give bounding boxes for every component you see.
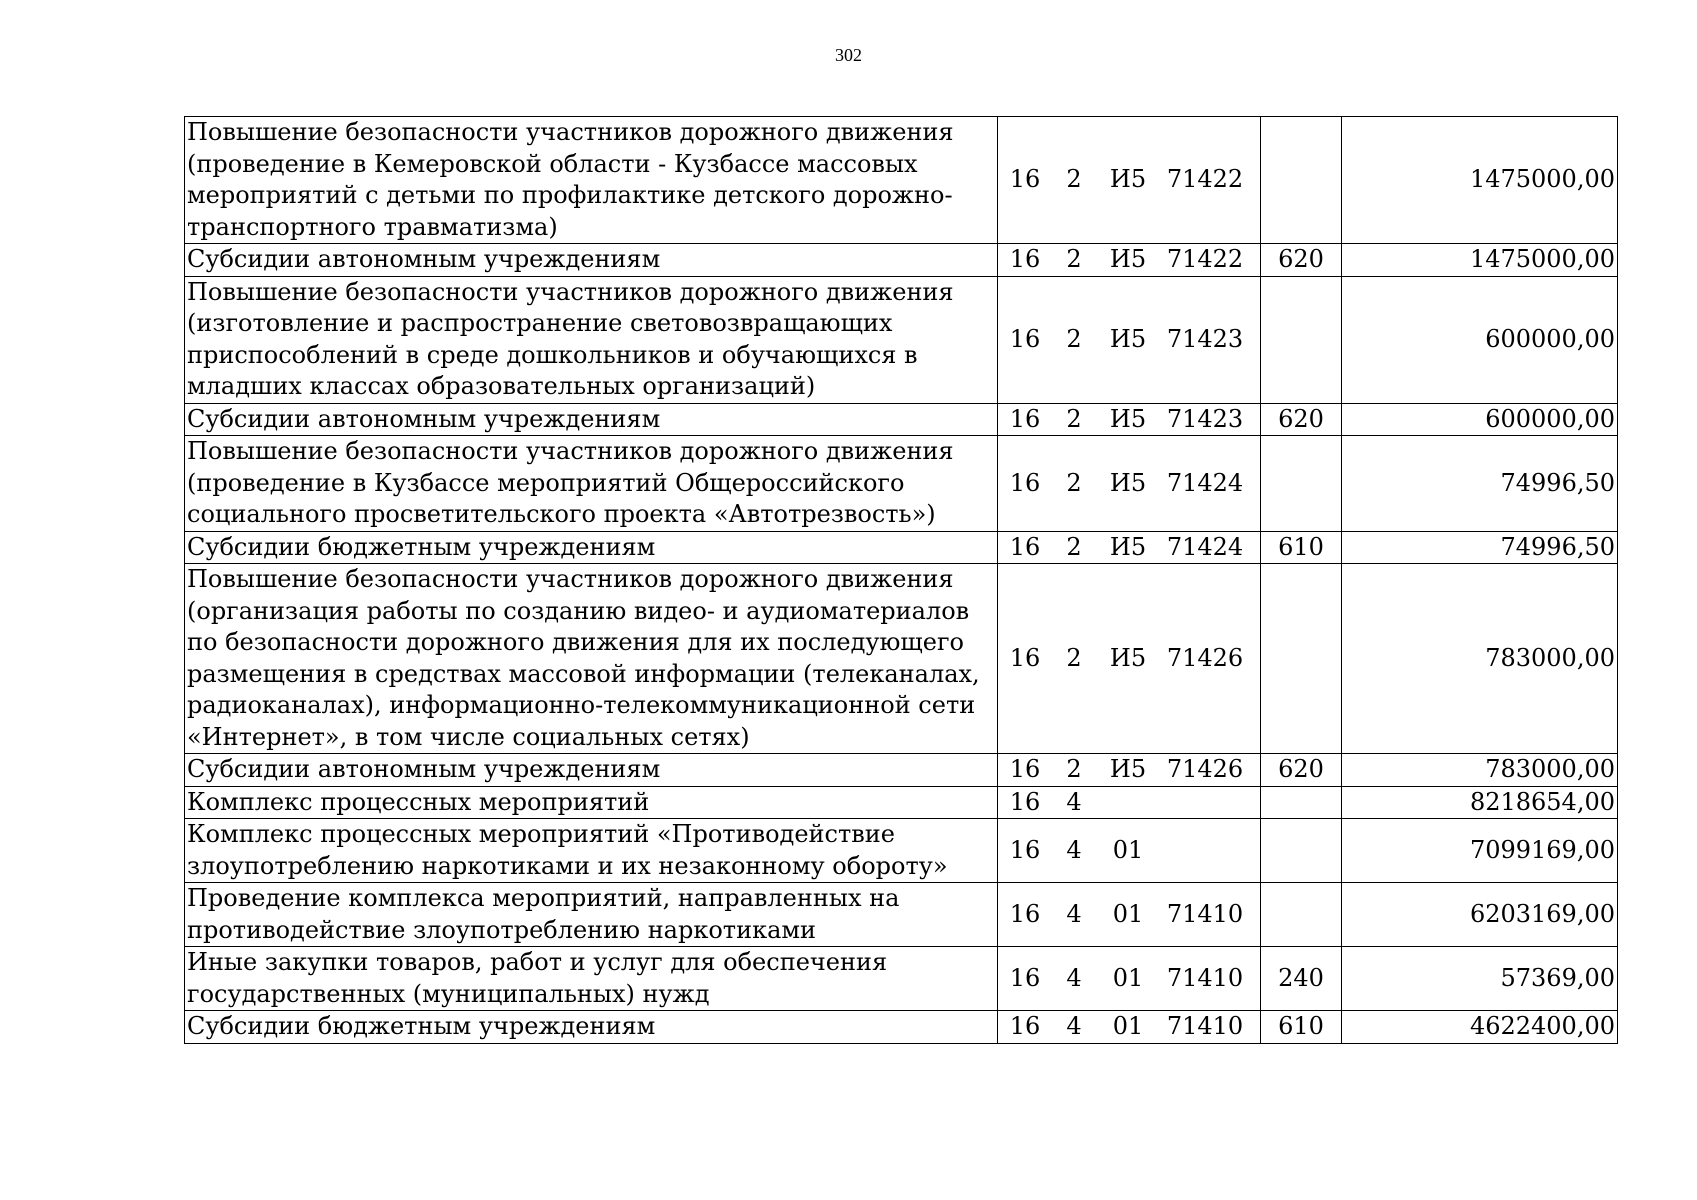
target-article-code xyxy=(998,643,1260,675)
program-code: 16 xyxy=(1009,899,1041,928)
table-row xyxy=(185,244,1618,277)
section-code: И5 xyxy=(1109,468,1147,497)
amount-cell: 7099169,00 xyxy=(1342,819,1618,883)
direction-code: 71410 xyxy=(1166,899,1244,928)
program-code: 16 xyxy=(1009,787,1041,816)
direction-code: 71422 xyxy=(1166,165,1244,194)
table-row xyxy=(185,947,1618,1011)
expense-type-cell xyxy=(1261,276,1342,403)
expense-type-cell: 620 xyxy=(1261,754,1342,787)
amount-cell: 8218654,00 xyxy=(1342,786,1618,819)
amount-cell: 57369,00 xyxy=(1342,947,1618,1011)
expense-name-cell: Комплекс процессных мероприятий xyxy=(185,786,998,819)
target-article-cell xyxy=(998,564,1261,754)
target-article-cell xyxy=(998,947,1261,1011)
subprogram-code: 2 xyxy=(1066,755,1082,783)
target-article-code xyxy=(998,468,1260,500)
target-article-code xyxy=(998,899,1260,931)
section-code: И5 xyxy=(1109,643,1147,672)
subprogram-code: 2 xyxy=(1066,245,1082,273)
program-code: 16 xyxy=(1009,755,1041,783)
target-article-cell xyxy=(998,403,1261,436)
program-code: 16 xyxy=(1009,835,1041,864)
subprogram-code: 2 xyxy=(1066,643,1082,672)
program-code: 16 xyxy=(1009,468,1041,497)
subprogram-code: 4 xyxy=(1066,899,1082,928)
expense-name-cell: Субсидии бюджетным учреждениям xyxy=(185,1011,998,1044)
subprogram-code: 2 xyxy=(1066,165,1082,194)
table-row xyxy=(185,531,1618,564)
subprogram-code: 2 xyxy=(1066,468,1082,497)
table-row xyxy=(185,883,1618,947)
target-article-code xyxy=(998,963,1260,995)
amount-cell: 783000,00 xyxy=(1342,754,1618,787)
expense-type-cell xyxy=(1261,883,1342,947)
expense-name-cell: Повышение безопасности участников дорожного движения (изготовление и распространение световозвращающих приспособлений в среде дошкольников и обучающихся в младших классах образовательных организаций) xyxy=(185,276,998,403)
expense-type-cell: 240 xyxy=(1261,947,1342,1011)
target-article-cell xyxy=(998,244,1261,277)
expense-name-cell: Субсидии автономным учреждениям xyxy=(185,244,998,277)
section-code: 01 xyxy=(1112,899,1144,928)
expense-name-cell: Повышение безопасности участников дорожного движения (организация работы по созданию видео- и аудиоматериалов по безопасности дорожного движения для их последующего размещения в средствах массовой информации (телеканалах, радиоканалах), информационно-телекоммуникационной сети «Интернет», в том числе социальных сетях) xyxy=(185,564,998,754)
target-article-code xyxy=(998,787,1260,819)
section-code: 01 xyxy=(1112,835,1144,864)
direction-code: 71424 xyxy=(1166,532,1244,561)
table-row xyxy=(185,564,1618,754)
target-article-code xyxy=(998,244,1260,276)
section-code: И5 xyxy=(1109,324,1147,353)
table-row xyxy=(185,786,1618,819)
page-number: 302 xyxy=(835,45,862,65)
target-article-code xyxy=(998,754,1260,786)
target-article-code xyxy=(998,835,1260,867)
program-code: 16 xyxy=(1009,324,1041,353)
subprogram-code: 4 xyxy=(1066,963,1082,992)
budget-table-body xyxy=(185,117,1618,1044)
program-code: 16 xyxy=(1009,404,1041,433)
amount-cell: 600000,00 xyxy=(1342,276,1618,403)
table-row xyxy=(185,754,1618,787)
expense-type-cell: 620 xyxy=(1261,244,1342,277)
expense-type-cell xyxy=(1261,819,1342,883)
program-code: 16 xyxy=(1009,963,1041,992)
target-article-cell xyxy=(998,531,1261,564)
target-article-cell xyxy=(998,786,1261,819)
target-article-cell xyxy=(998,1011,1261,1044)
expense-type-cell: 620 xyxy=(1261,403,1342,436)
program-code: 16 xyxy=(1009,1012,1041,1040)
expense-name-cell: Комплекс процессных мероприятий «Противодействие злоупотреблению наркотиками и их незаконному обороту» xyxy=(185,819,998,883)
budget-table xyxy=(184,116,1618,1044)
direction-code: 71424 xyxy=(1166,468,1244,497)
expense-type-cell xyxy=(1261,786,1342,819)
direction-code: 71423 xyxy=(1166,324,1244,353)
direction-code: 71410 xyxy=(1166,963,1244,992)
expense-type-cell xyxy=(1261,117,1342,244)
table-row xyxy=(185,117,1618,244)
expense-name-cell: Повышение безопасности участников дорожного движения (проведение в Кемеровской области - Кузбассе массовых мероприятий с детьми по профилактике детского дорожно-транспортного травматизма) xyxy=(185,117,998,244)
direction-code: 71422 xyxy=(1166,245,1244,273)
amount-cell: 1475000,00 xyxy=(1342,244,1618,277)
amount-cell: 74996,50 xyxy=(1342,436,1618,532)
amount-cell: 1475000,00 xyxy=(1342,117,1618,244)
expense-type-cell xyxy=(1261,436,1342,532)
direction-code: 71426 xyxy=(1166,755,1244,783)
expense-type-cell: 610 xyxy=(1261,531,1342,564)
subprogram-code: 2 xyxy=(1066,324,1082,353)
subprogram-code: 2 xyxy=(1066,532,1082,561)
program-code: 16 xyxy=(1009,643,1041,672)
expense-name-cell: Повышение безопасности участников дорожного движения (проведение в Кузбассе мероприятий Общероссийского социального просветительского проекта «Автотрезвость») xyxy=(185,436,998,532)
amount-cell: 600000,00 xyxy=(1342,403,1618,436)
table-row xyxy=(185,436,1618,532)
section-code: И5 xyxy=(1109,245,1147,273)
target-article-cell xyxy=(998,117,1261,244)
section-code: 01 xyxy=(1112,963,1144,992)
target-article-code xyxy=(998,1011,1260,1043)
program-code: 16 xyxy=(1009,165,1041,194)
target-article-code xyxy=(998,324,1260,356)
section-code: И5 xyxy=(1109,755,1147,783)
amount-cell: 783000,00 xyxy=(1342,564,1618,754)
amount-cell: 74996,50 xyxy=(1342,531,1618,564)
direction-code: 71410 xyxy=(1166,1012,1244,1040)
section-code: И5 xyxy=(1109,165,1147,194)
expense-name-cell: Субсидии автономным учреждениям xyxy=(185,754,998,787)
subprogram-code: 4 xyxy=(1066,835,1082,864)
section-code: 01 xyxy=(1112,1012,1144,1040)
amount-cell: 6203169,00 xyxy=(1342,883,1618,947)
target-article-code xyxy=(998,404,1260,436)
subprogram-code: 4 xyxy=(1066,1012,1082,1040)
target-article-cell xyxy=(998,276,1261,403)
expense-name-cell: Проведение комплекса мероприятий, направленных на противодействие злоупотреблению наркотиками xyxy=(185,883,998,947)
direction-code: 71426 xyxy=(1166,643,1244,672)
target-article-cell xyxy=(998,883,1261,947)
section-code: И5 xyxy=(1109,532,1147,561)
amount-cell: 4622400,00 xyxy=(1342,1011,1618,1044)
target-article-cell xyxy=(998,754,1261,787)
expense-type-cell xyxy=(1261,564,1342,754)
table-row xyxy=(185,1011,1618,1044)
target-article-cell xyxy=(998,819,1261,883)
target-article-cell xyxy=(998,436,1261,532)
target-article-code xyxy=(998,164,1260,196)
subprogram-code: 2 xyxy=(1066,404,1082,433)
target-article-code xyxy=(998,532,1260,564)
direction-code: 71423 xyxy=(1166,404,1244,433)
subprogram-code: 4 xyxy=(1066,787,1082,816)
expense-name-cell: Субсидии бюджетным учреждениям xyxy=(185,531,998,564)
program-code: 16 xyxy=(1009,532,1041,561)
program-code: 16 xyxy=(1009,245,1041,273)
table-row xyxy=(185,276,1618,403)
section-code: И5 xyxy=(1109,404,1147,433)
table-row xyxy=(185,819,1618,883)
expense-type-cell: 610 xyxy=(1261,1011,1342,1044)
table-row xyxy=(185,403,1618,436)
expense-name-cell: Субсидии автономным учреждениям xyxy=(185,403,998,436)
expense-name-cell: Иные закупки товаров, работ и услуг для обеспечения государственных (муниципальных) нужд xyxy=(185,947,998,1011)
